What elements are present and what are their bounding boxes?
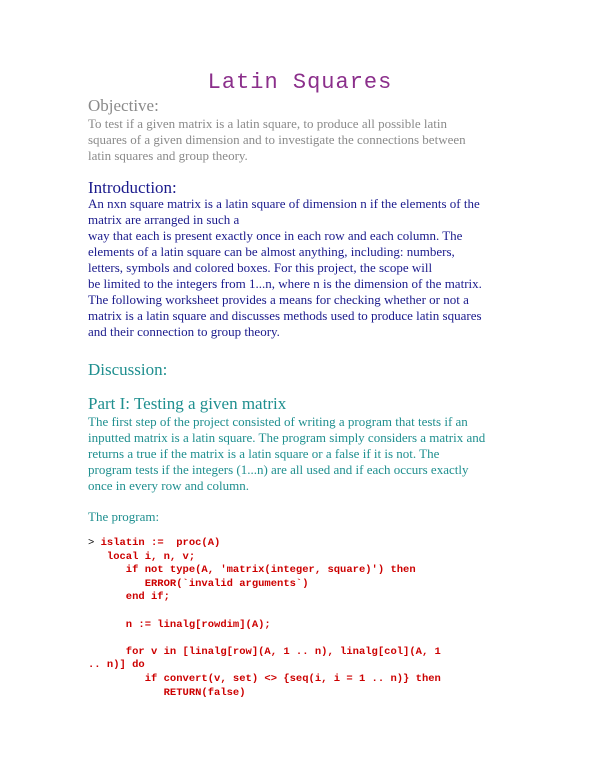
- part1-heading: Part I: Testing a given matrix: [88, 394, 287, 413]
- introduction-text: An nxn square matrix is a latin square of dimension n if the elements of the matrix are arranged in such a way that each is present exactly once in each row and each column. The elements of a latin square can be almost anything, including: numbers, letters, symbols and colored boxes. For this project, the scope will be limited to the integers from 1...n, where n is the dimension of the matrix. The following worksheet provides a means for checking whether or not a matrix is a latin square and discusses methods used to produce latin squares and their connection to group theory.: [88, 196, 482, 339]
- objective-text: To test if a given matrix is a latin square, to produce all possible latin squares of a given dimension and to investigate the connections between latin squares and group theory.: [88, 116, 466, 163]
- introduction-heading: Introduction:: [88, 178, 177, 197]
- page-title: Latin Squares: [207, 70, 393, 95]
- program-label: The program:: [88, 509, 160, 524]
- discussion-heading: Discussion:: [88, 360, 168, 379]
- maple-code-block: [88, 537, 528, 700]
- objective-heading: Objective:: [88, 96, 159, 115]
- part1-text: The first step of the project consisted of writing a program that tests if an inputted matrix is a latin square. The program simply considers a matrix and returns a true if the matrix is a latin square or a false if it is not. The program tests if the integers (1...n) are all used and if each occurs exactly once in every row and column.: [88, 414, 486, 493]
- code-text: islatin := proc(A) local i, n, v; if not type(A, 'matrix(integer, square)') then ERROR(`invalid arguments`) end if; n := linalg[rowdim](A); for v in [linalg[row](A, 1 .. n), linalg[col](A, 1 .. n)] do if convert(v, set) <> {seq(i, i = 1 .. n)} then RETURN(false): [88, 537, 441, 699]
- input-prompt: >: [88, 537, 95, 549]
